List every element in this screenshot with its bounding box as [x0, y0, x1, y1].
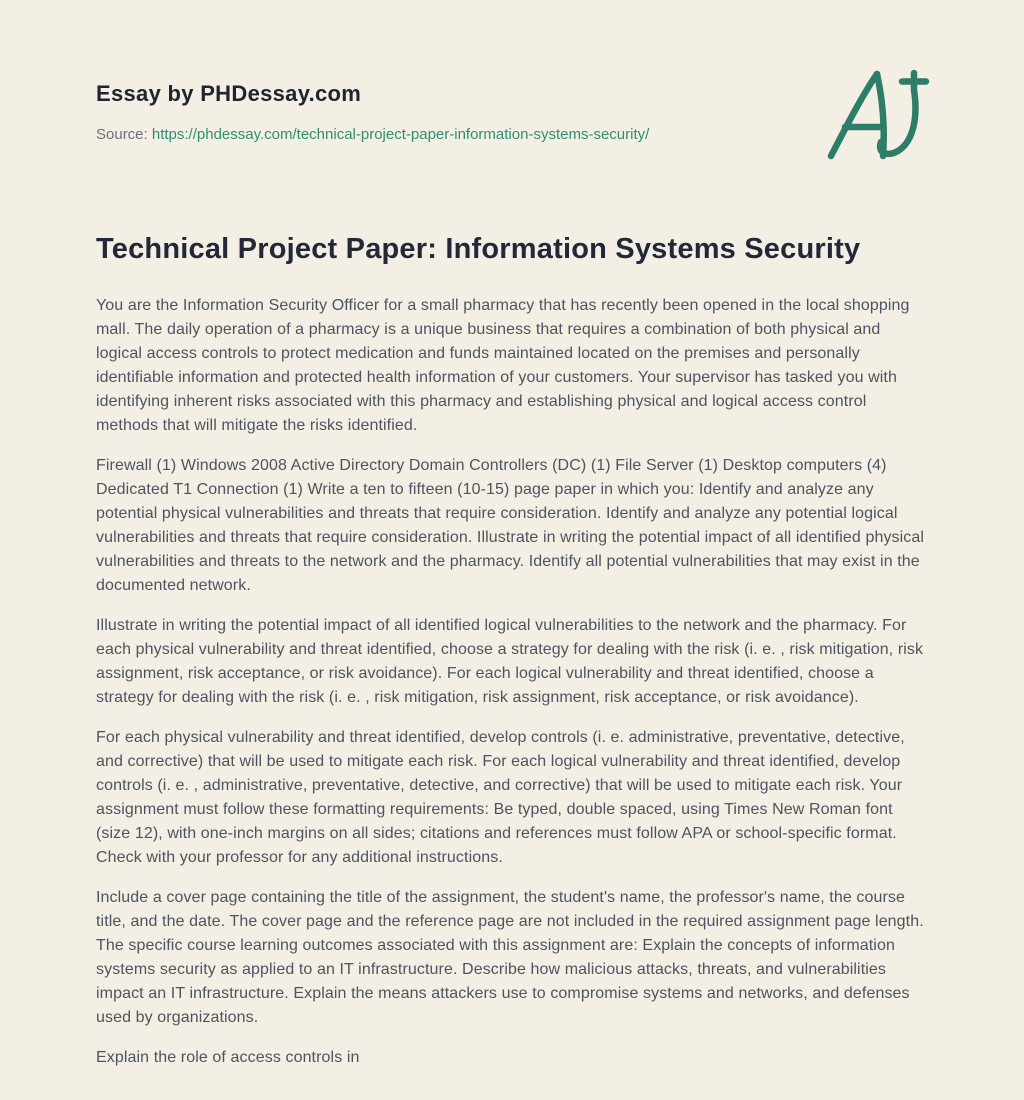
essay-body	[96, 294, 928, 1070]
source-label: Source:	[96, 126, 148, 143]
brand-title: Essay by PHDessay.com	[96, 81, 362, 106]
essay-paragraph-1: You are the Information Security Officer for a small pharmacy that has recently been opened in the local shopping mall. The daily operation of a pharmacy is a unique business that requires a combination of both physical and logical access controls to protect medication and funds maintained located on the premises and personally identifiable information and protected health information of your customers. Your supervisor has tasked you with identifying inherent risks associated with this pharmacy and establishing physical and logical access control methods that will mitigate the risks identified.	[96, 297, 910, 434]
essay-paragraph-6: Explain the role of access controls in	[96, 1049, 360, 1066]
source-url-link[interactable]: https://phdessay.com/technical-project-paper-information-systems-security/	[151, 126, 650, 143]
essay-paragraph-3: Illustrate in writing the potential impact of all identified logical vulnerabilities to the network and the pharmacy. For each physical vulnerability and threat identified, choose a strategy for dealing with the risk (i. e. , risk mitigation, risk assignment, risk acceptance, or risk avoidance). For each logical vulnerability and threat identified, choose a strategy for dealing with the risk (i. e. , risk mitigation, risk assignment, risk acceptance, or risk avoidance).	[96, 617, 924, 706]
essay-content	[96, 230, 928, 1070]
essay-paragraph-2: Firewall (1) Windows 2008 Active Directory Domain Controllers (DC) (1) File Server (1) Desktop computers (4) Dedicated T1 Connection (1) Write a ten to fifteen (10-15) page paper in which you: Identify and analyze any potential physical vulnerabilities and threats that require consideration. Identify and analyze any potential logical vulnerabilities and threats that require consideration. Illustrate in writing the potential impact of all identified physical vulnerabilities and threats to the network and the pharmacy. Identify all potential vulnerabilities that may exist in the documented network.	[96, 457, 925, 594]
essay-paragraph-4: For each physical vulnerability and threat identified, develop controls (i. e. administrative, preventative, detective, and corrective) that will be used to mitigate each risk. For each logical vulnerability and threat identified, develop controls (i. e. , administrative, preventative, detective, and corrective) that will be used to mitigate each risk. Your assignment must follow these formatting requirements: Be typed, double spaced, using Times New Roman font (size 12), with one-inch margins on all sides; citations and references must follow APA or school-specific format. Check with your professor for any additional instructions.	[96, 729, 905, 866]
essay-title: Technical Project Paper: Information Systems Security	[96, 233, 861, 265]
source-line	[96, 124, 928, 146]
phdessay-logo-icon	[824, 68, 936, 162]
essay-paragraph-5: Include a cover page containing the title of the assignment, the student's name, the professor's name, the course title, and the date. The cover page and the reference page are not included in the required assignment page length. The specific course learning outcomes associated with this assignment are: Explain the concepts of information systems security as applied to an IT infrastructure. Describe how malicious attacks, threats, and vulnerabilities impact an IT infrastructure. Explain the means attackers use to compromise systems and networks, and defenses used by organizations.	[96, 889, 924, 1026]
page-header	[96, 80, 928, 146]
